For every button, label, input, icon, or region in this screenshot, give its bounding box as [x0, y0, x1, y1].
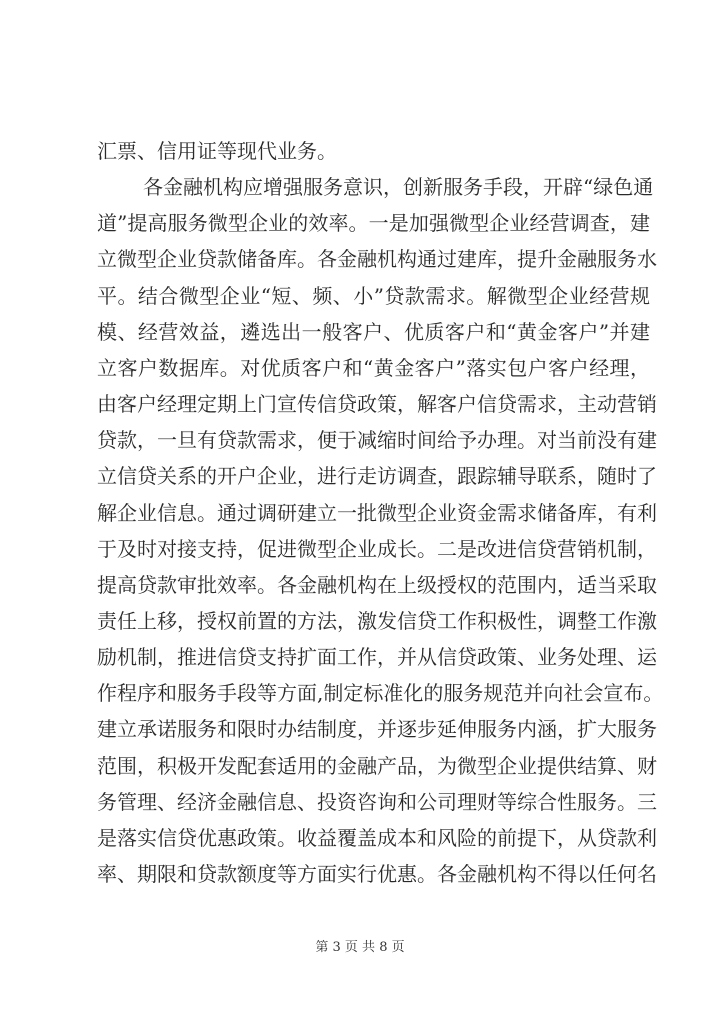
text-line: 立微型企业贷款储备库。各金融机构通过建库，提升金融服务水 [97, 247, 657, 272]
text-line: 励机制，推进信贷支持扩面工作，并从信贷政策、业务处理、运 [97, 645, 657, 670]
text-line: 解企业信息。通过调研建立一批微型企业资金需求储备库，有利 [97, 500, 657, 525]
text-line: 提高贷款审批效率。各金融机构在上级授权的范围内，适当采取 [97, 572, 657, 597]
page-footer: 第 3 页 共 8 页 [315, 940, 405, 955]
text-line: 率、期限和贷款额度等方面实行优惠。各金融机构不得以任何名 [97, 862, 657, 886]
text-line: 立信贷关系的开户企业，进行走访调查，跟踪辅导联系，随时了 [97, 464, 657, 489]
text-line: 贷款，一旦有贷款需求，便于减缩时间给予办理。对当前没有建 [97, 428, 657, 453]
text-line: 范围，积极开发配套适用的金融产品，为微型企业提供结算、财 [97, 753, 657, 778]
text-line: 各金融机构应增强服务意识，创新服务手段，开辟“绿色通 [143, 175, 654, 200]
text-line: 于及时对接支持，促进微型企业成长。二是改进信贷营销机制， [97, 536, 657, 561]
text-line: 道”提高服务微型企业的效率。一是加强微型企业经营调查，建 [97, 211, 650, 236]
text-line: 由客户经理定期上门宣传信贷政策，解客户信贷需求，主动营销 [97, 392, 657, 417]
text-line: 汇票、信用证等现代业务。 [97, 139, 337, 163]
text-line: 务管理、经济金融信息、投资咨询和公司理财等综合性服务。三 [97, 789, 657, 814]
text-line: 建立承诺服务和限时办结制度，并逐步延伸服务内涵，扩大服务 [97, 717, 657, 742]
text-line: 立客户数据库。对优质客户和“黄金客户”落实包户客户经理， [97, 355, 650, 380]
text-line: 作程序和服务手段等方面,制定标准化的服务规范并向社会宣布。 [97, 681, 664, 706]
text-line: 模、经营效益，遴选出一般客户、优质客户和“黄金客户”并建 [97, 319, 650, 344]
text-line: 是落实信贷优惠政策。收益覆盖成本和风险的前提下，从贷款利 [97, 825, 657, 850]
text-line: 平。结合微型企业“短、频、小”贷款需求。解微型企业经营规 [97, 283, 650, 308]
text-line: 责任上移，授权前置的方法，激发信贷工作积极性，调整工作激 [97, 608, 657, 633]
